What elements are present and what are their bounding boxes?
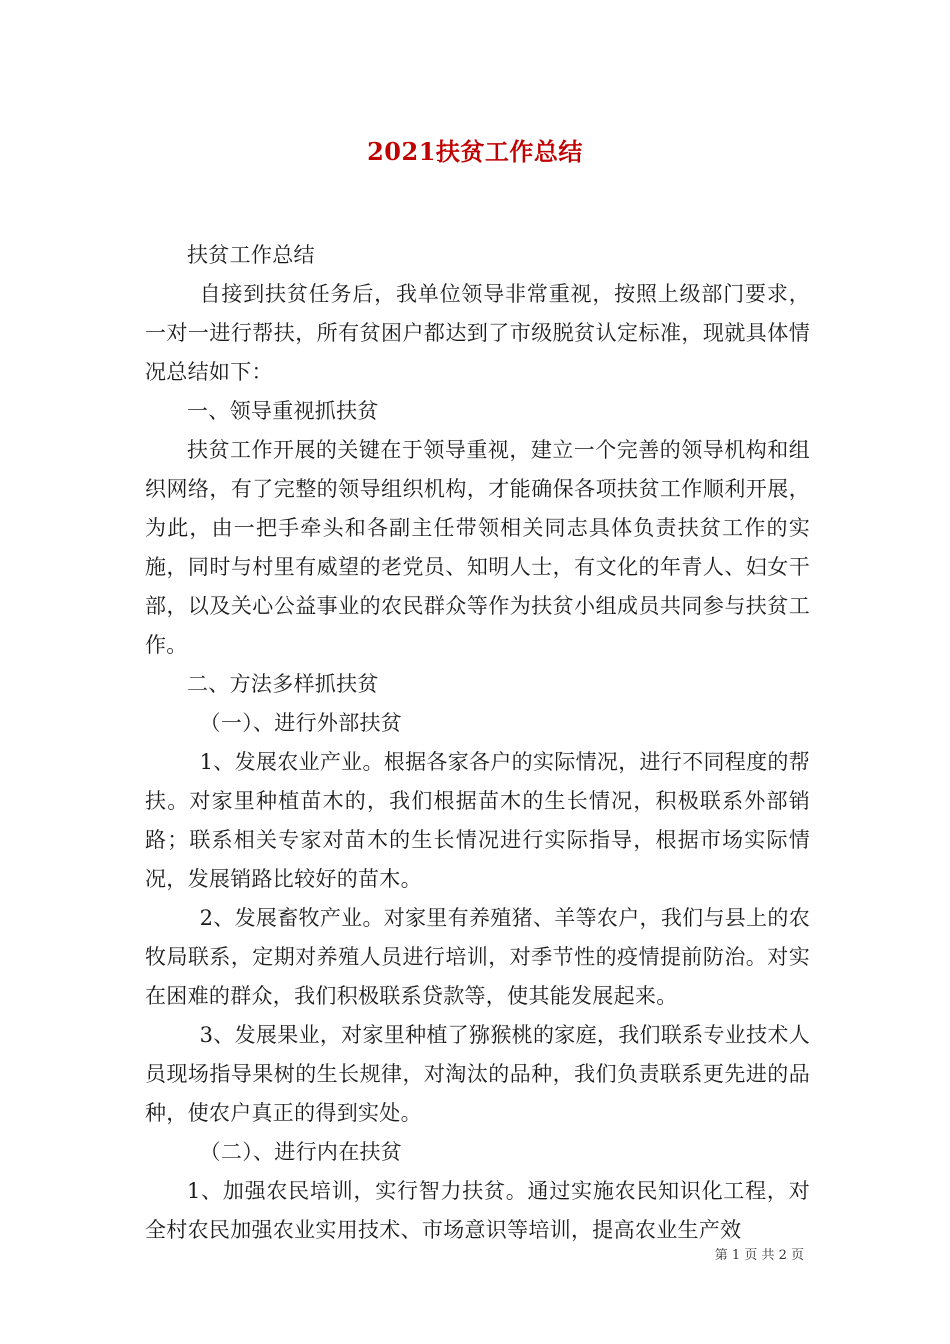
- paragraph-section-1: 扶贫工作开展的关键在于领导重视，建立一个完善的领导机构和组织网络，有了完整的领导组织机构，才能确保各项扶贫工作顺利开展，为此，由一把手牵头和各副主任带领相关同志具体负责扶贫工作的实施，同时与村里有威望的老党员、知明人士，有文化的年青人、妇女干部，以及关心公益事业的农民群众等作为扶贫小组成员共同参与扶贫工作。: [145, 438, 810, 657]
- paragraph-item-2: 2、发展畜牧产业。对家里有养殖猪、羊等农户，我们与县上的农牧局联系，定期对养殖人员进行培训，对季节性的疫情提前防治。对实在困难的群众，我们积极联系贷款等，使其能发展起来。: [145, 906, 810, 1008]
- paragraph-intro-heading: 扶贫工作总结: [187, 243, 315, 267]
- paragraph-intro: 自接到扶贫任务后，我单位领导非常重视，按照上级部门要求，一对一进行帮扶，所有贫困户都达到了市级脱贫认定标准，现就具体情况总结如下：: [145, 282, 810, 384]
- paragraph-item-1: 1、发展农业产业。根据各家各户的实际情况，进行不同程度的帮扶。对家里种植苗木的，我们根据苗木的生长情况，积极联系外部销路；联系相关专家对苗木的生长情况进行实际指导，根据市场实际情况，发展销路比较好的苗木。: [145, 750, 810, 891]
- document-title: 2021扶贫工作总结: [367, 137, 583, 166]
- document-body: [145, 236, 810, 1250]
- section-heading-2: 二、方法多样抓扶贫: [187, 672, 379, 696]
- paragraph-item-3: 3、发展果业，对家里种植了猕猴桃的家庭，我们联系专业技术人员现场指导果树的生长规律，对淘汰的品种，我们负责联系更先进的品种，使农户真正的得到实处。: [145, 1023, 810, 1125]
- subsection-heading-1: （一）、进行外部扶贫: [199, 711, 403, 735]
- page-indicator: 第 1 页 共 2 页: [714, 1248, 804, 1263]
- paragraph-item-4: 1、加强农民培训，实行智力扶贫。通过实施农民知识化工程，对全村农民加强农业实用技术、市场意识等培训，提高农业生产效: [145, 1179, 810, 1242]
- subsection-heading-2: （二）、进行内在扶贫: [199, 1140, 403, 1164]
- section-heading-1: 一、领导重视抓扶贫: [187, 399, 379, 423]
